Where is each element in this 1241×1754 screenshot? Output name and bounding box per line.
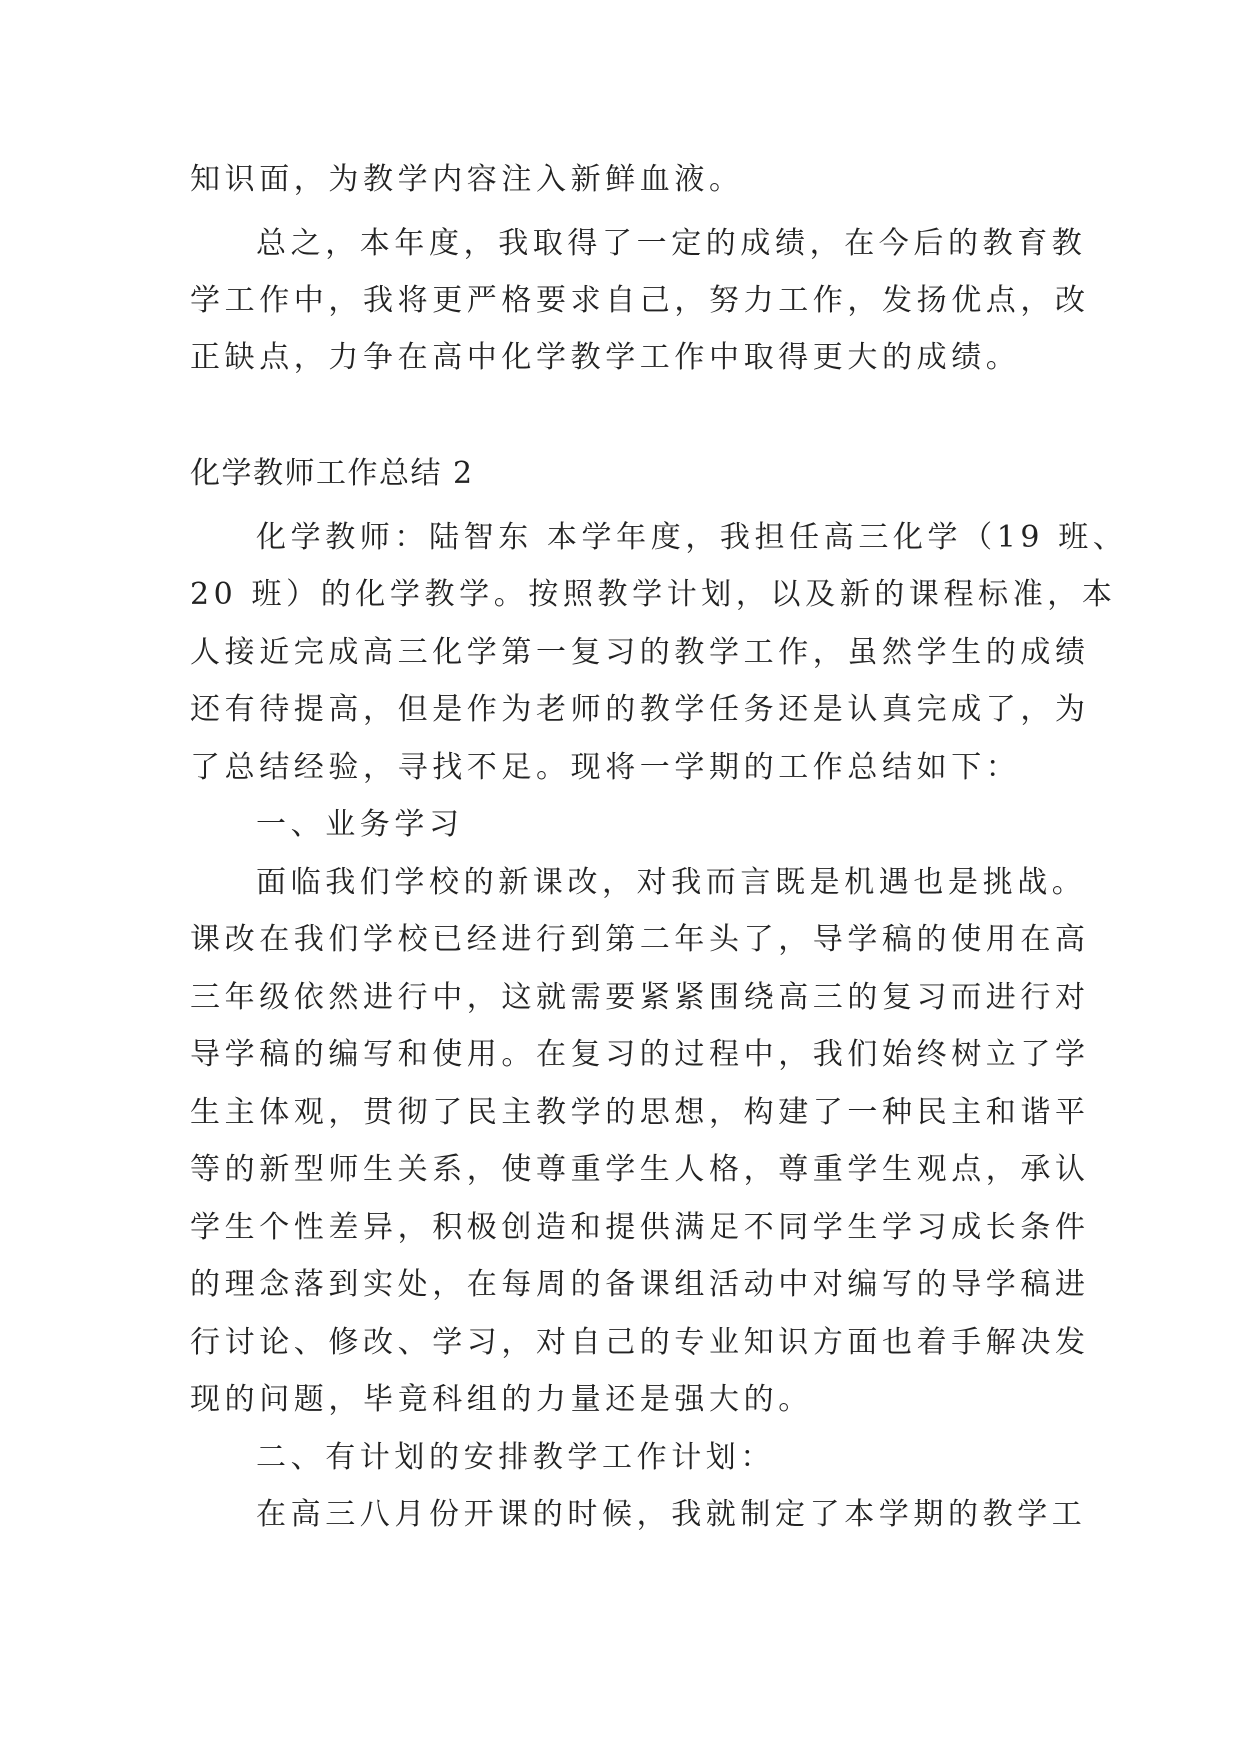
body-text-line: 课改在我们学校已经进行到第二年头了，导学稿的使用在高 xyxy=(190,922,1090,957)
body-text-line: 学工作中，我将更严格要求自己，努力工作，发扬优点，改 xyxy=(190,283,1090,318)
subheading: 二、有计划的安排教学工作计划： xyxy=(256,1440,775,1475)
body-text-line: 正缺点，力争在高中化学教学工作中取得更大的成绩。 xyxy=(190,340,1021,375)
paragraph-first-line: 化学教师：陆智东 本学年度，我担任高三化学（19 班、 xyxy=(256,520,1128,555)
body-text-line: 三年级依然进行中，这就需要紧紧围绕高三的复习而进行对 xyxy=(190,980,1090,1015)
subheading: 一、业务学习 xyxy=(256,807,464,842)
body-text-line: 行讨论、修改、学习，对自己的专业知识方面也着手解决发 xyxy=(190,1325,1090,1360)
body-text-line: 还有待提高，但是作为老师的教学任务还是认真完成了，为 xyxy=(190,692,1090,727)
paragraph-first-line: 面临我们学校的新课改，对我而言既是机遇也是挑战。 xyxy=(256,865,1087,900)
body-text-line: 知识面，为教学内容注入新鲜血液。 xyxy=(190,162,744,197)
body-text-line: 导学稿的编写和使用。在复习的过程中，我们始终树立了学 xyxy=(190,1037,1090,1072)
body-text-line: 20 班）的化学教学。按照教学计划，以及新的课程标准，本 xyxy=(190,577,1117,612)
body-text-line: 了总结经验，寻找不足。现将一学期的工作总结如下： xyxy=(190,750,1021,785)
body-text-line: 的理念落到实处，在每周的备课组活动中对编写的导学稿进 xyxy=(190,1267,1090,1302)
paragraph-first-line: 总之，本年度，我取得了一定的成绩，在今后的教育教 xyxy=(256,226,1087,261)
body-text-line: 现的问题，毕竟科组的力量还是强大的。 xyxy=(190,1382,813,1417)
body-text-line: 人接近完成高三化学第一复习的教学工作，虽然学生的成绩 xyxy=(190,635,1090,670)
body-text-line: 学生个性差异，积极创造和提供满足不同学生学习成长条件 xyxy=(190,1210,1090,1245)
body-text-line: 生主体观，贯彻了民主教学的思想，构建了一种民主和谐平 xyxy=(190,1095,1090,1130)
section-title: 化学教师工作总结 2 xyxy=(190,456,474,491)
body-text-line: 等的新型师生关系，使尊重学生人格，尊重学生观点，承认 xyxy=(190,1152,1090,1187)
paragraph-first-line: 在高三八月份开课的时候，我就制定了本学期的教学工 xyxy=(256,1497,1087,1532)
